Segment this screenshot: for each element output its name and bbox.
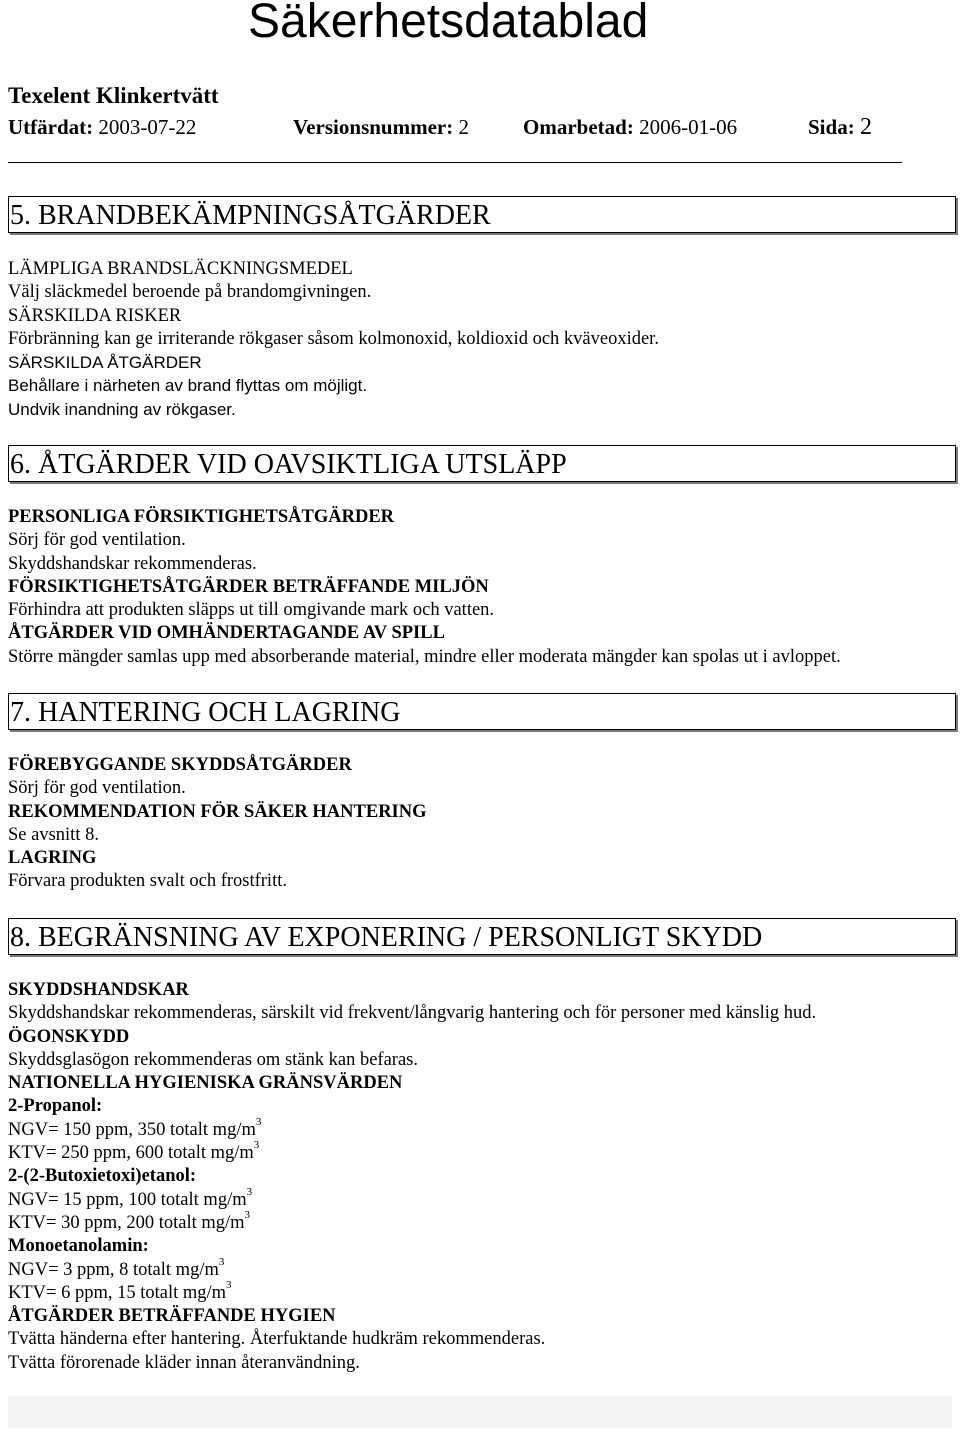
subheading: LÄMPLIGA BRANDSLÄCKNINGSMEDEL bbox=[8, 259, 353, 279]
subheading: PERSONLIGA FÖRSIKTIGHETSÅTGÄRDER bbox=[8, 507, 395, 527]
company-name: Texelent Klinkertvätt bbox=[8, 83, 219, 108]
paragraph: Skyddshandskar rekommenderas. bbox=[8, 553, 257, 574]
paragraph: Förhindra att produkten släpps ut till omgivande mark och vatten. bbox=[8, 600, 495, 621]
limit-value: NGV= 150 ppm, 350 totalt $mg/m^3$ bbox=[8, 1115, 262, 1140]
section-7-heading: 7. HANTERING OCH LAGRING bbox=[8, 693, 956, 730]
substance-name: 2-(2-Butoxietoxi)etanol: bbox=[8, 1166, 197, 1187]
paragraph: Skyddsglasögon rekommenderas om stänk kan befaras. bbox=[8, 1049, 418, 1070]
subheading: SKYDDSHANDSKAR bbox=[8, 980, 189, 1000]
page-footer-area bbox=[8, 1396, 952, 1428]
section-8-body bbox=[8, 979, 948, 1375]
document-title: Säkerhetsdatablad bbox=[248, 0, 649, 48]
section-5-heading: 5. BRANDBEKÄMPNINGSÅTGÄRDER bbox=[8, 196, 956, 233]
paragraph: Förvara produkten svalt och frostfritt. bbox=[8, 871, 287, 892]
subheading: SÄRSKILDA RISKER bbox=[8, 305, 182, 326]
subheading: ÅTGÄRDER BETRÄFFANDE HYGIEN bbox=[8, 1306, 336, 1327]
subheading: ÅTGÄRDER VID OMHÄNDERTAGANDE AV SPILL bbox=[8, 623, 445, 644]
paragraph: Välj släckmedel beroende på brandomgivningen. bbox=[8, 282, 372, 303]
paragraph: Sörj för god ventilation. bbox=[8, 530, 186, 551]
subheading: SÄRSKILDA ÅTGÄRDER bbox=[8, 353, 202, 373]
paragraph: Se avsnitt 8. bbox=[8, 824, 99, 845]
paragraph: Förbränning kan ge irriterande rökgaser såsom kolmonoxid, koldioxid och kväveoxider. bbox=[8, 328, 659, 349]
paragraph: Sörj för god ventilation. bbox=[8, 778, 186, 799]
section-8-heading: 8. BEGRÄNSNING AV EXPONERING / PERSONLIGT SKYDD bbox=[8, 918, 956, 955]
substance-name: Monoetanolamin: bbox=[8, 1236, 149, 1257]
paragraph: Tvätta förorenade kläder innan återanvändning. bbox=[8, 1352, 360, 1373]
paragraph: Större mängder samlas upp med absorberande material, mindre eller moderata mängder kan spolas ut i avloppet. bbox=[8, 646, 841, 667]
subheading: LAGRING bbox=[8, 848, 97, 869]
revised-date: Omarbetad: 2006-01-06 bbox=[523, 115, 738, 139]
substance-name: 2-Propanol: bbox=[8, 1096, 103, 1117]
subheading: NATIONELLA HYGIENISKA GRÄNSVÄRDEN bbox=[8, 1073, 403, 1094]
subheading: ÖGONSKYDD bbox=[8, 1026, 130, 1047]
limit-value: NGV= 15 ppm, 100 totalt $mg/m^3$ bbox=[8, 1185, 253, 1210]
subheading: FÖRSIKTIGHETSÅTGÄRDER BETRÄFFANDE MILJÖN bbox=[8, 576, 489, 597]
paragraph: Behållare i närheten av brand flyttas om möjligt. bbox=[8, 376, 368, 396]
subheading: FÖREBYGGANDE SKYDDSÅTGÄRDER bbox=[8, 755, 352, 775]
limit-value: KTV= 250 ppm, 600 totalt $mg/m^3$ bbox=[8, 1139, 260, 1164]
version-number: Versionsnummer: 2 bbox=[293, 115, 469, 139]
section-7-body bbox=[8, 754, 948, 894]
subheading: REKOMMENDATION FÖR SÄKER HANTERING bbox=[8, 801, 427, 822]
section-6-heading: 6. ÅTGÄRDER VID OAVSIKTLIGA UTSLÄPP bbox=[8, 445, 956, 482]
issued-date: Utfärdat: 2003-07-22 bbox=[8, 115, 197, 139]
section-6-body bbox=[8, 506, 948, 669]
header-divider bbox=[8, 162, 902, 163]
paragraph: Skyddshandskar rekommenderas, särskilt vid frekvent/långvarig hantering och för personer med känslig hud. bbox=[8, 1003, 817, 1024]
limit-value: NGV= 3 ppm, 8 totalt $mg/m^3$ bbox=[8, 1255, 225, 1280]
page-number: Sida: 2 bbox=[808, 114, 872, 140]
limit-value: KTV= 6 ppm, 15 totalt $mg/m^3$ bbox=[8, 1278, 232, 1303]
limit-value: KTV= 30 ppm, 200 totalt $mg/m^3$ bbox=[8, 1208, 251, 1233]
paragraph: Tvätta händerna efter hantering. Återfuktande hudkräm rekommenderas. bbox=[8, 1329, 546, 1350]
section-5-body bbox=[8, 258, 948, 421]
paragraph: Undvik inandning av rökgaser. bbox=[8, 399, 236, 419]
